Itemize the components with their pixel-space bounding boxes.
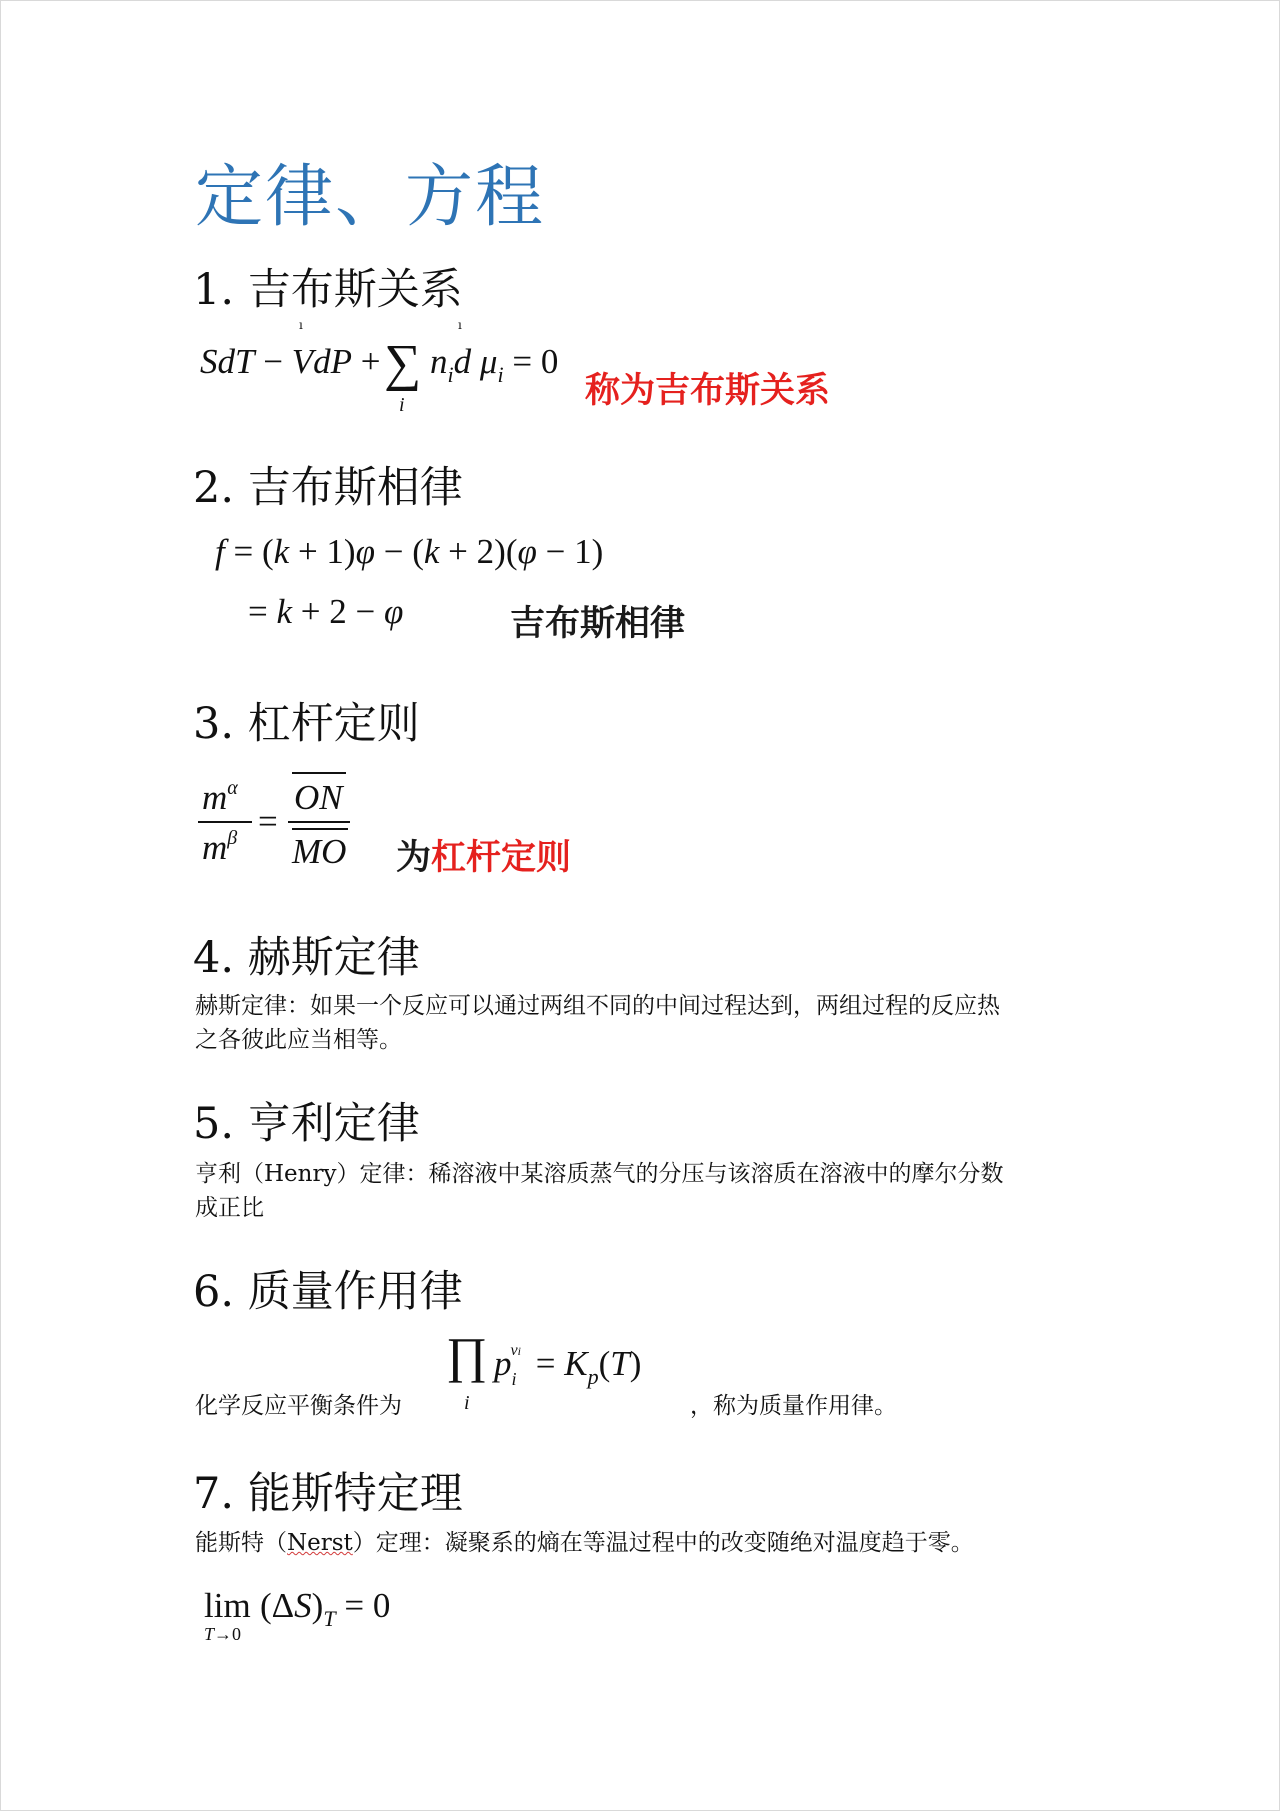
fraction-bar-right: [288, 821, 350, 823]
henry-law-text-line2: 成正比: [195, 1195, 264, 1221]
overline-on: [292, 772, 346, 774]
product-index: i: [464, 1392, 470, 1414]
equation-nernst: $(\Delta S)_T = 0$: [260, 1586, 391, 1631]
lim-symbol: lim: [204, 1586, 251, 1625]
nernst-theorem-text: 能斯特（Nerst）定理：凝聚系的熵在等温过程中的改变随绝对温度趋于零。: [195, 1530, 974, 1556]
lever-denominator-left: $m^\beta$: [202, 827, 238, 867]
equation-phase-rule-line2: = k + 2 − φ: [248, 592, 404, 631]
sum-symbol: ∑: [384, 335, 422, 392]
mass-action-text-before: 化学反应平衡条件为: [195, 1393, 402, 1419]
document-title: 定律、方程: [195, 158, 546, 237]
product-symbol: ∏: [446, 1327, 488, 1383]
overline-mo: [292, 828, 348, 830]
henry-law-text-line1: 亨利（Henry）定律：稀溶液中某溶质蒸气的分压与该溶质在溶液中的摩尔分数: [195, 1161, 1004, 1187]
equation-gibbs-relation-rhs: $n_id$ $\mu_i = 0$: [430, 342, 559, 387]
lever-numerator-left: $m^\alpha$: [202, 777, 238, 817]
note-gibbs-phase-rule: 吉布斯相律: [510, 604, 686, 644]
equation-mass-action: $p_i^{vi} = K_p(T)$: [494, 1342, 642, 1389]
mass-action-text-after: ，称为质量作用律。: [690, 1393, 897, 1419]
heading-nernst-theorem: 7. 能斯特定理: [193, 1469, 463, 1519]
heading-henry-law: 5. 亨利定律: [193, 1099, 420, 1149]
sum-index: i: [399, 394, 405, 416]
heading-gibbs-relation: 1. 吉布斯关系: [193, 265, 463, 315]
heading-gibbs-phase-rule: 2. 吉布斯相律: [193, 463, 463, 513]
hess-law-text-line2: 之各彼此应当相等。: [195, 1027, 402, 1053]
lever-numerator-right: ON: [294, 778, 343, 817]
lever-denominator-right: MO: [292, 832, 347, 871]
note-lever-rule: 为杠杆定则: [396, 838, 572, 878]
note-gibbs-relation: 称为吉布斯关系: [585, 371, 831, 411]
equation-gibbs-relation: SdT − VdP +: [200, 342, 381, 381]
lever-equals: =: [258, 802, 278, 841]
equation-phase-rule-line1: f = (k + 1)φ − (k + 2)(φ − 1): [215, 532, 604, 571]
nerst-name: Nerst: [287, 1530, 353, 1556]
hess-law-text-line1: 赫斯定律：如果一个反应可以通过两组不同的中间过程达到，两组过程的反应热: [195, 993, 1000, 1019]
heading-mass-action-law: 6. 质量作用律: [193, 1267, 463, 1317]
heading-hess-law: 4. 赫斯定律: [193, 933, 420, 983]
stray-mark: ı: [299, 318, 303, 332]
lim-subscript: T→0: [204, 1624, 242, 1644]
heading-lever-rule: 3. 杠杆定则: [193, 699, 420, 749]
stray-mark: ı: [458, 318, 462, 332]
fraction-bar-left: [198, 821, 252, 823]
